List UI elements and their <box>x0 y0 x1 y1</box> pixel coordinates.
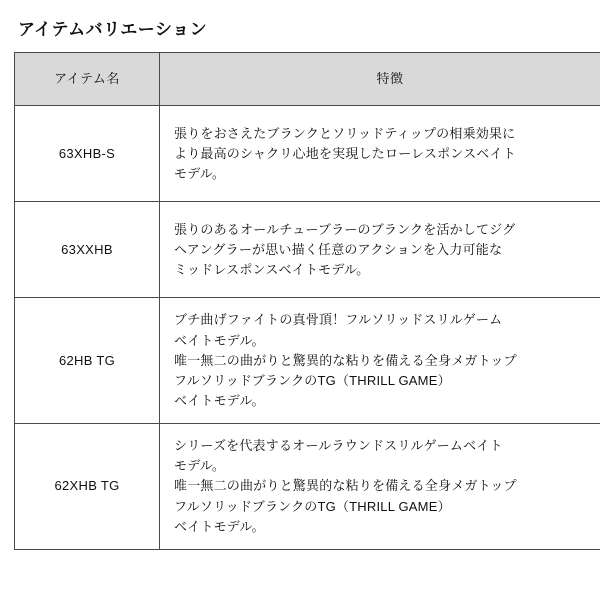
feature-line: フルソリッドブランクのTG（THRILL GAME） <box>174 372 451 388</box>
table-row <box>15 106 600 202</box>
feature-line: ベイトモデル。 <box>174 332 265 348</box>
feature-line: ベイトモデル。 <box>174 392 265 408</box>
feature-line: 張りをおさえたブランクとソリッドティップの相乗効果に <box>174 125 516 141</box>
table-row <box>15 424 600 550</box>
feature-line: フルソリッドブランクのTG（THRILL GAME） <box>174 498 451 514</box>
feature-line: ヘアングラーが思い描く任意のアクションを入力可能な <box>174 241 503 257</box>
table-body <box>15 106 600 549</box>
cell-item-name: 62HB TG <box>15 298 160 424</box>
cell-item-feature <box>160 298 600 424</box>
feature-line: 唯一無二の曲がりと驚異的な粘りを備える全身メガトップ <box>174 478 517 494</box>
table-row <box>15 202 600 298</box>
header-feature: 特徴 <box>160 53 600 106</box>
item-variation-table <box>14 52 600 549</box>
header-item-name: アイテム名 <box>15 53 160 106</box>
feature-line: 唯一無二の曲がりと驚異的な粘りを備える全身メガトップ <box>174 352 517 368</box>
feature-line: ミッドレスポンスベイトモデル。 <box>174 261 370 277</box>
table-header-row <box>15 53 600 106</box>
table-header <box>15 53 600 106</box>
page-title: アイテムバリエーション <box>18 20 208 39</box>
cell-item-name: 63XXHB <box>15 202 160 298</box>
cell-item-name: 63XHB-S <box>15 106 160 202</box>
feature-line: 張りのあるオールチューブラーのブランクを活かしてジグ <box>174 221 516 237</box>
cell-item-feature <box>160 106 600 202</box>
cell-item-feature <box>160 424 600 550</box>
table-row <box>15 298 600 424</box>
cell-item-name: 62XHB TG <box>15 424 160 550</box>
feature-line: シリーズを代表するオールラウンドスリルゲームベイト <box>174 438 503 454</box>
feature-line: モデル。 <box>174 165 226 181</box>
feature-line: モデル。 <box>174 458 226 474</box>
feature-line: より最高のシャクリ心地を実現したローレスポンスベイト <box>174 145 516 161</box>
feature-line: ブチ曲げファイトの真骨頂！フルソリッドスリルゲーム <box>174 312 503 328</box>
cell-item-feature <box>160 202 600 298</box>
feature-line: ベイトモデル。 <box>174 518 265 534</box>
